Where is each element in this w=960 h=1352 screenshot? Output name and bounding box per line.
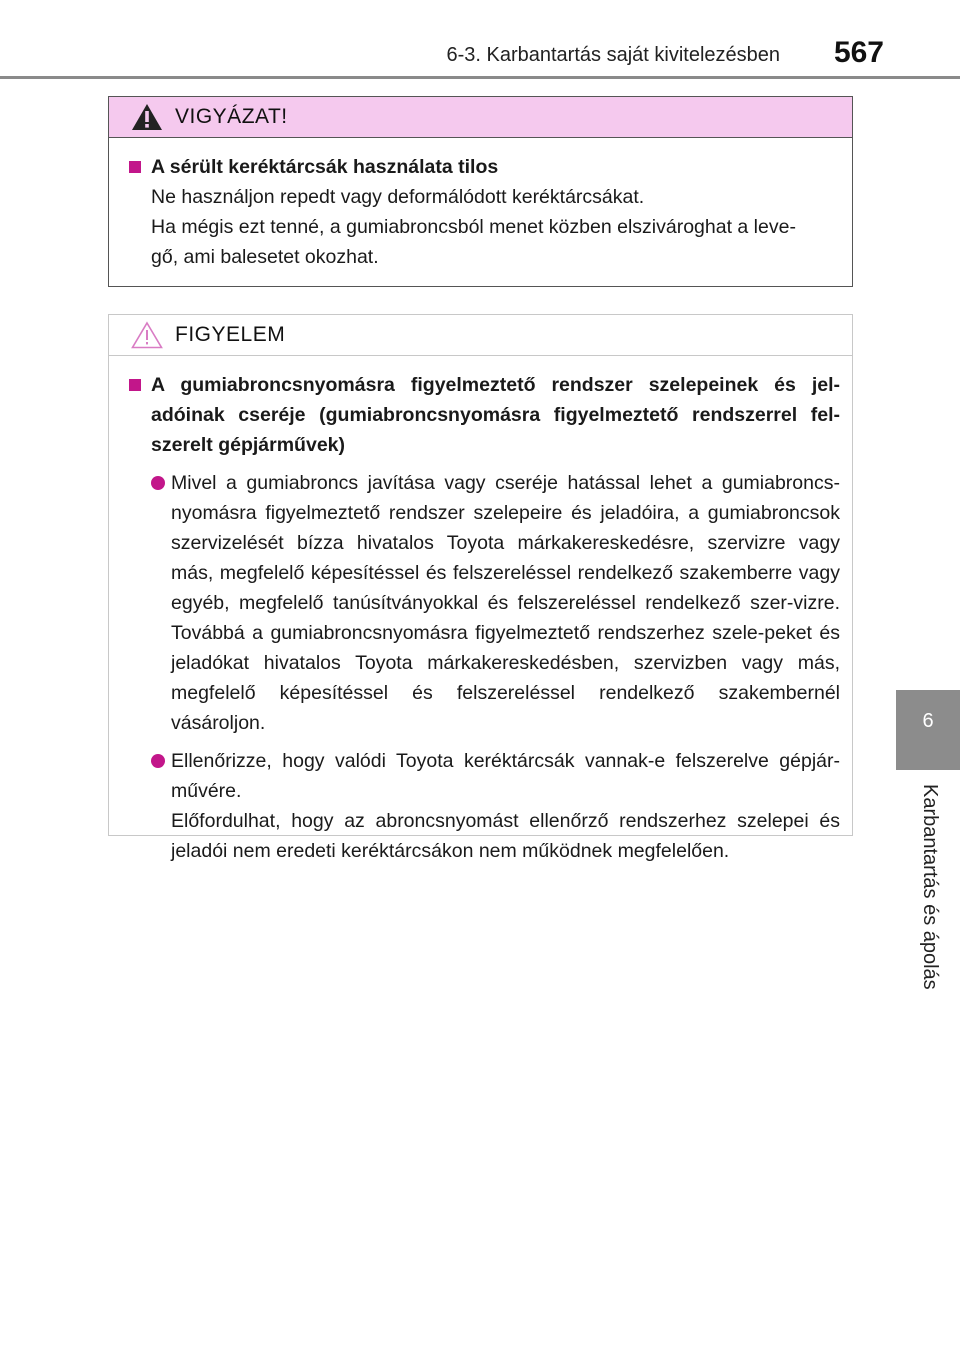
square-bullet-icon — [129, 161, 141, 173]
notice-box — [108, 314, 853, 862]
header-divider — [0, 76, 960, 79]
caution-triangle-icon — [131, 321, 163, 349]
warning-heading — [129, 152, 840, 182]
notice-bullet-text: Mivel a gumiabroncs javítása vagy cseréje hatással lehet a gumiabroncs-nyomásra figyelmeztető rendszer szelepeire és jeladóira, a gumiabroncsok szervizelését bízza hivatalos Toyota márkakereskedésre, szervizre vagy más, megfelelő képesítéssel és felszereléssel rendelkező szakemberre vagy egyéb, megfelelő tanúsítványokkal és felszereléssel rendelkező szer-vizre. Továbbá a gumiabroncsnyomásra figyelmeztető rendszerhez szele-peket és jeladókat hivatalos Toyota márkakereskedésben, szervizben vagy más, megfelelő képesítéssel és felszereléssel rendelkező szakembernél vásároljon. — [171, 472, 840, 734]
round-bullet-icon — [151, 754, 165, 768]
notice-heading — [129, 370, 840, 460]
chapter-tab — [896, 690, 960, 770]
header-section-title: 6-3. Karbantartás saját kivitelezésben — [446, 44, 780, 66]
notice-bullet-text — [171, 746, 840, 866]
notice-bullet-item — [129, 468, 840, 738]
warning-box — [108, 96, 853, 287]
warning-line: gő, ami balesetet okozhat. — [151, 246, 379, 268]
warning-line: Ha mégis ezt tenné, a gumiabroncsból menet közben elszivároghat a leve- — [151, 216, 796, 238]
notice-title: FIGYELEM — [175, 323, 286, 346]
page-number: 567 — [833, 36, 884, 69]
notice-bullet-item — [129, 746, 840, 866]
round-bullet-icon — [151, 476, 165, 490]
warning-box-header — [109, 97, 852, 138]
warning-line: Ne használjon repedt vagy deformálódott keréktárcsákat. — [151, 186, 645, 208]
warning-heading-text: A sérült keréktárcsák használata tilos — [151, 156, 499, 178]
chapter-number: 6 — [922, 710, 934, 732]
notice-heading-text: A gumiabroncsnyomásra figyelmeztető rendszer szelepeinek és jel-adóinak cseréje (gumiabroncsnyomásra figyelmeztető rendszerrel fel-szerelt gépjárművek) — [151, 374, 840, 456]
warning-title: VIGYÁZAT! — [175, 105, 288, 128]
notice-box-body — [109, 356, 852, 866]
warning-box-body — [109, 138, 852, 272]
chapter-title: Karbantartás és ápolás — [919, 784, 941, 990]
notice-box-header — [109, 315, 852, 356]
notice-bullet-text-part1: Ellenőrizze, hogy valódi Toyota keréktárcsák vannak-e felszerelve gépjár-művére. — [171, 750, 840, 802]
square-bullet-icon — [129, 379, 141, 391]
warning-triangle-icon — [131, 103, 163, 131]
notice-bullet-text-part2: Előfordulhat, hogy az abroncsnyomást ellenőrző rendszerhez szelepei és jeladói nem eredeti keréktárcsákon nem működnek megfelelően. — [171, 810, 840, 862]
